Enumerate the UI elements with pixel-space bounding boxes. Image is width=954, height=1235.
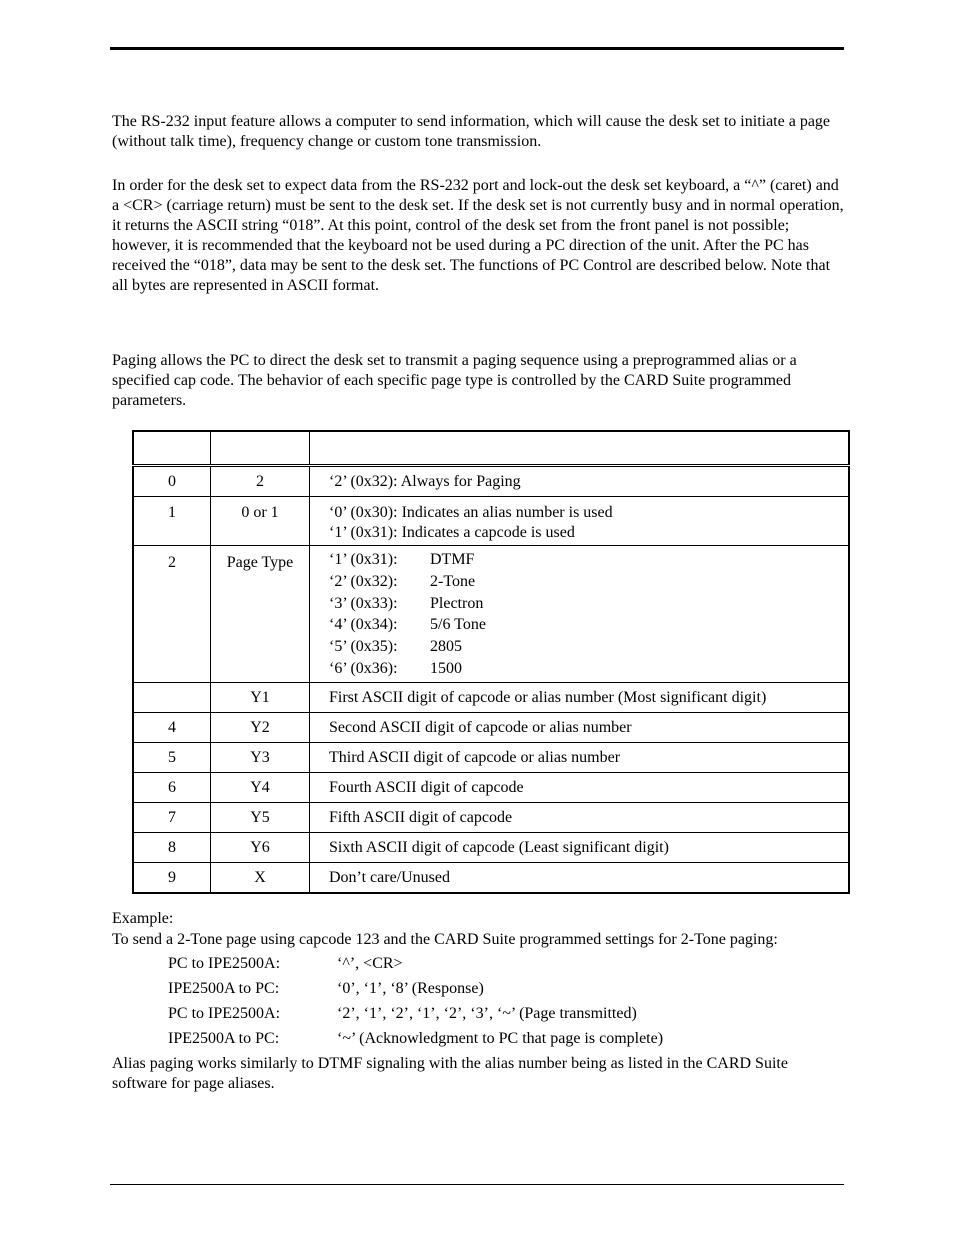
page-type-option: ‘2’ (0x32): 2-Tone [329,572,476,590]
description-cell: Don’t care/Unused [310,862,850,893]
example-sequence [168,954,663,1054]
value-cell: Y3 [211,742,310,772]
value-cell: 0 or 1 [211,497,310,546]
table-row [133,497,849,546]
description-line: ‘1’ (0x31): Indicates a capcode is used [329,524,575,541]
page-type-option: ‘6’ (0x36): 1500 [329,659,462,677]
page-type-option: ‘1’ (0x31): DTMF [329,551,475,568]
description-cell: First ASCII digit of capcode or alias number (Most significant digit) [310,682,850,712]
description-cell: Fifth ASCII digit of capcode [310,802,850,832]
sequence-direction: IPE2500A to PC: [168,1030,280,1047]
alias-paging-paragraph: Alias paging works similarly to DTMF signaling with the alias number being as listed in the CARD Suite software for page aliases. [112,1055,788,1092]
pc-control-paragraph: In order for the desk set to expect data from the RS-232 port and lock-out the desk set keyboard, a “^” (caret) and a <CR> (carriage return) must be sent to the desk set. If the desk set is not currently busy and in normal operation, it returns the ASCII string “018”. At this point, control of the desk set from the front panel is not possible; however, it is recommended that the keyboard not be used during a PC direction of the unit. After the PC has received the “018”, data may be sent to the desk set. The functions of PC Control are described below. Note that all bytes are represented in ASCII format. [112,177,844,294]
header-cell-description [310,431,850,466]
byte-cell: 6 [133,772,211,802]
byte-cell: 8 [133,832,211,862]
header-cell-value [211,431,310,466]
table-row [133,832,849,862]
table-row [133,862,849,893]
byte-cell: 2 [133,546,211,683]
value-cell: Y5 [211,802,310,832]
table-row [133,802,849,832]
sequence-row [168,1029,663,1054]
table-row [133,772,849,802]
byte-cell: 4 [133,712,211,742]
value-cell: Y2 [211,712,310,742]
description-cell: Third ASCII digit of capcode or alias number [310,742,850,772]
sequence-row [168,979,663,1004]
sequence-data: ‘^’, <CR> [337,955,403,972]
header-cell-byte [133,431,211,466]
byte-cell [133,682,211,712]
sequence-row [168,954,663,979]
sequence-direction: PC to IPE2500A: [168,955,281,972]
table-row [133,546,849,683]
sequence-data: ‘2’, ‘1’, ‘2’, ‘1’, ‘2’, ‘3’, ‘~’ (Page transmitted) [337,1005,637,1022]
value-cell: Y4 [211,772,310,802]
value-cell: Y6 [211,832,310,862]
intro-paragraph: The RS-232 input feature allows a computer to send information, which will cause the desk set to initiate a page (without talk time), frequency change or custom tone transmission. [112,113,831,150]
example-label: Example: [112,910,174,927]
table-row [133,682,849,712]
sequence-row [168,1004,663,1029]
byte-cell: 5 [133,742,211,772]
value-cell: Y1 [211,682,310,712]
paging-paragraph: Paging allows the PC to direct the desk set to transmit a paging sequence using a preprogrammed alias or a specified cap code. The behavior of each specific page type is controlled by the CARD Suite programmed parameters. [112,352,797,409]
table-row [133,712,849,742]
description-cell: Sixth ASCII digit of capcode (Least significant digit) [310,832,850,862]
header-rule [110,47,844,50]
byte-cell: 1 [133,497,211,546]
value-cell: X [211,862,310,893]
description-cell: ‘2’ (0x32): Always for Paging [310,466,850,497]
sequence-direction: PC to IPE2500A: [168,1005,281,1022]
description-cell: Second ASCII digit of capcode or alias number [310,712,850,742]
table-header-row [133,431,849,466]
example-description: To send a 2-Tone page using capcode 123 and the CARD Suite programmed settings for 2-Tone paging: [112,931,778,948]
page-type-option: ‘3’ (0x33): Plectron [329,594,484,612]
paging-byte-table [132,430,850,894]
byte-cell: 9 [133,862,211,893]
value-cell: 2 [211,466,310,497]
description-cell [310,546,850,683]
byte-cell: 7 [133,802,211,832]
page-type-option: ‘5’ (0x35): 2805 [329,638,462,656]
description-line: ‘0’ (0x30): Indicates an alias number is used [329,504,613,521]
table-row [133,742,849,772]
sequence-data: ‘~’ (Acknowledgment to PC that page is complete) [337,1030,664,1047]
description-cell: Fourth ASCII digit of capcode [310,772,850,802]
sequence-direction: IPE2500A to PC: [168,980,280,997]
table-row [133,466,849,497]
description-cell [310,497,850,546]
page-type-option: ‘4’ (0x34): 5/6 Tone [329,616,486,634]
footer-rule [110,1184,844,1185]
value-cell: Page Type [211,546,310,683]
sequence-data: ‘0’, ‘1’, ‘8’ (Response) [337,980,484,997]
byte-cell: 0 [133,466,211,497]
